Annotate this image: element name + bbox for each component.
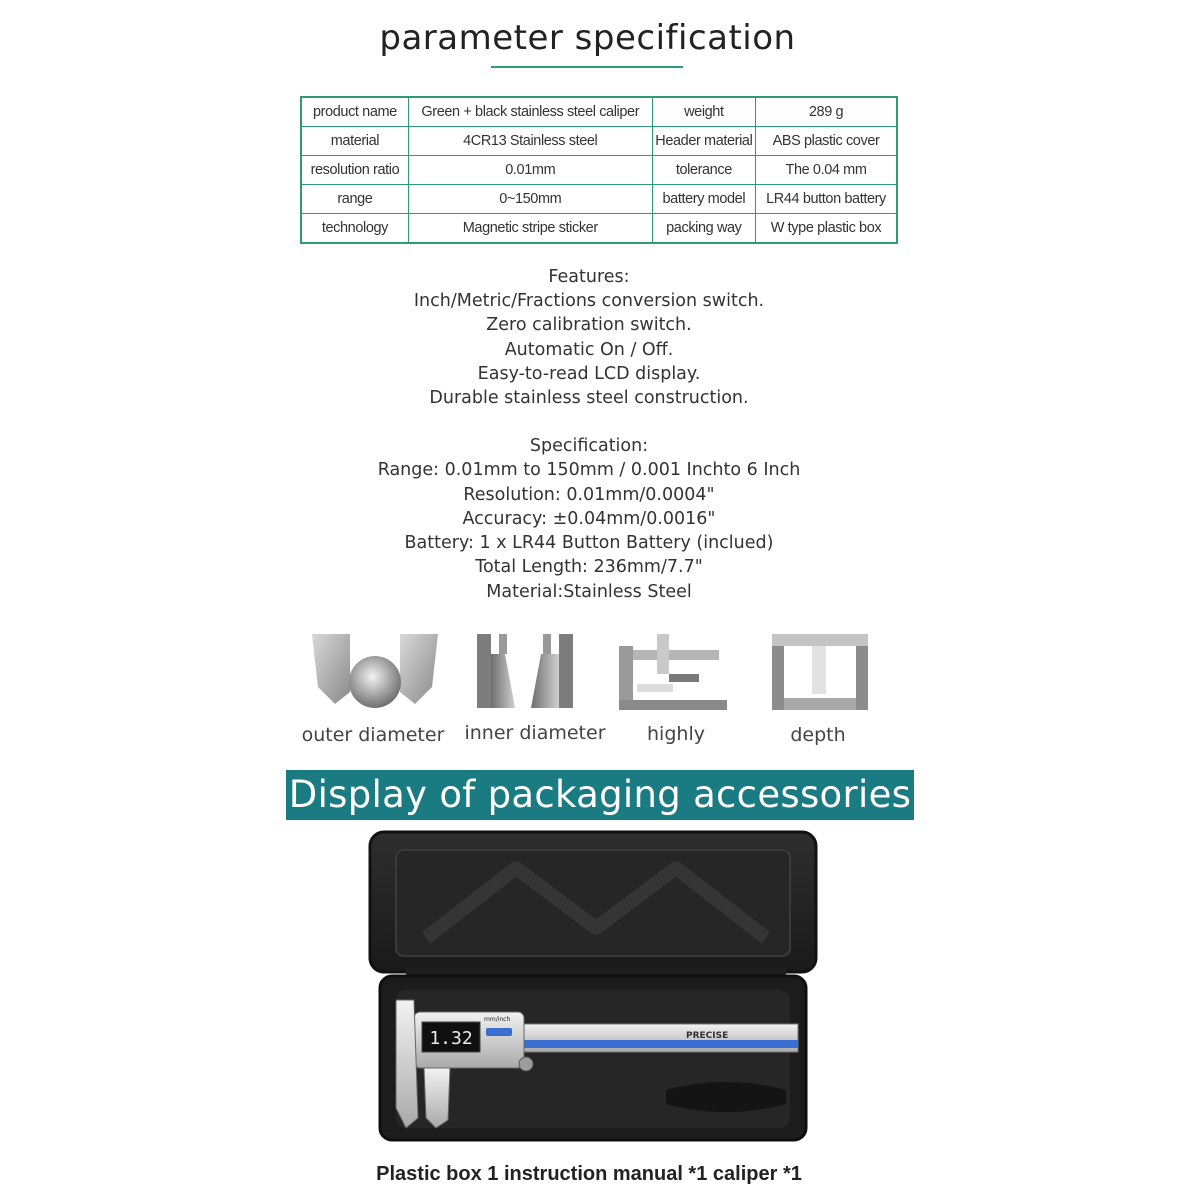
caliper-case-photo: [366, 828, 822, 1148]
feature-item: Easy-to-read LCD display.: [477, 363, 701, 384]
table-cell: tolerance: [652, 156, 755, 185]
table-cell: The 0.04 mm: [756, 156, 897, 185]
table-cell: ABS plastic cover: [756, 127, 897, 156]
table-cell: technology: [301, 213, 408, 243]
table-cell: Magnetic stripe sticker: [408, 213, 652, 243]
specification-item: Range: 0.01mm to 150mm / 0.001 Inchto 6 Inch: [377, 460, 801, 481]
specification-item: Total Length: 236mm/7.7": [475, 557, 703, 578]
height-icon: [617, 632, 729, 712]
table-cell: 0~150mm: [408, 184, 652, 213]
table-row: [301, 127, 897, 156]
table-cell: range: [301, 184, 408, 213]
table-cell: Header material: [652, 127, 755, 156]
inner-diameter-label: inner diameter: [464, 722, 606, 744]
table-cell: W type plastic box: [756, 213, 897, 243]
specification-item: Material:Stainless Steel: [486, 581, 692, 602]
feature-item: Inch/Metric/Fractions conversion switch.: [413, 291, 765, 312]
features-section: [0, 265, 1178, 410]
table-row: [301, 97, 897, 127]
table-cell: 289 g: [756, 97, 897, 127]
specification-item: Accuracy: ±0.04mm/0.0016": [462, 508, 716, 529]
spec-table: [300, 96, 898, 244]
specification-item: Battery: 1 x LR44 Button Battery (inclued): [404, 533, 774, 554]
lcd-reading: 1.32: [429, 1028, 473, 1049]
specification-section: [0, 434, 1178, 604]
outer-diameter-icon: [310, 632, 440, 712]
table-cell: 0.01mm: [408, 156, 652, 185]
package-contents-caption: Plastic box 1 instruction manual *1 caliper *1: [376, 1163, 802, 1185]
packaging-banner: [286, 770, 914, 820]
table-row: [301, 213, 897, 243]
table-cell: Green + black stainless steel caliper: [408, 97, 652, 127]
depth-icon: [770, 632, 870, 712]
specification-item: Resolution: 0.01mm/0.0004": [463, 484, 715, 505]
inner-diameter-icon: [475, 632, 575, 712]
table-row: [301, 184, 897, 213]
table-cell: resolution ratio: [301, 156, 408, 185]
mode-button-label: mm/inch: [484, 1016, 511, 1023]
banner-title: Display of packaging accessories: [288, 773, 912, 816]
table-cell: 4CR13 Stainless steel: [408, 127, 652, 156]
table-cell: product name: [301, 97, 408, 127]
table-cell: material: [301, 127, 408, 156]
table-cell: packing way: [652, 213, 755, 243]
depth-label: depth: [790, 724, 846, 746]
table-cell: battery model: [652, 184, 755, 213]
table-cell: LR44 button battery: [756, 184, 897, 213]
table-cell: weight: [652, 97, 755, 127]
features-heading: Features:: [548, 267, 630, 287]
outer-diameter-label: outer diameter: [301, 724, 445, 746]
title-underline: [491, 66, 683, 68]
table-row: [301, 156, 897, 185]
height-label: highly: [647, 723, 705, 745]
page-title: parameter specification: [379, 18, 796, 58]
specification-heading: Specification:: [529, 436, 649, 456]
feature-item: Durable stainless steel construction.: [429, 388, 749, 409]
caliper-brand-text: PRECISE: [686, 1031, 729, 1041]
feature-item: Automatic On / Off.: [504, 339, 674, 360]
feature-item: Zero calibration switch.: [486, 315, 692, 336]
